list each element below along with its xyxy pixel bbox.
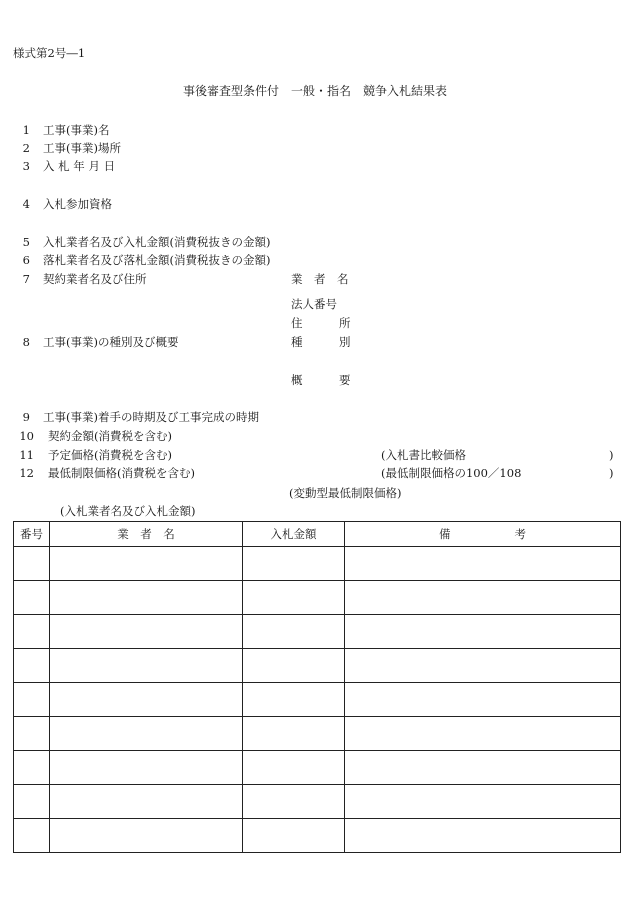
cell-amount	[243, 683, 345, 717]
item-label: 工事(事業)名	[43, 123, 110, 137]
item-number: 5	[22, 235, 30, 249]
item-label: 落札業者名及び落札金額(消費税抜きの金額)	[43, 253, 271, 267]
variable-min-note: (変動型最低制限価格)	[289, 486, 402, 500]
cell-number	[14, 683, 50, 717]
cell-number	[14, 581, 50, 615]
cell-remarks	[345, 819, 621, 853]
table-row	[14, 649, 621, 683]
cell-vendor	[50, 751, 243, 785]
cell-amount	[243, 785, 345, 819]
item-number: 6	[22, 253, 30, 267]
cell-vendor	[50, 547, 243, 581]
closing-paren: )	[609, 448, 614, 462]
cell-number	[14, 785, 50, 819]
form-number: 様式第2号―1	[13, 46, 86, 60]
table-body	[14, 547, 621, 853]
cell-remarks	[345, 683, 621, 717]
header-remarks: 備 考	[345, 522, 621, 547]
cell-vendor	[50, 717, 243, 751]
item-label: 工事(事業)着手の時期及び工事完成の時期	[43, 410, 259, 424]
cell-amount	[243, 581, 345, 615]
cell-remarks	[345, 649, 621, 683]
item-number: 3	[22, 159, 30, 173]
item-number: 11	[19, 448, 34, 462]
item-label: 契約金額(消費税を含む)	[48, 429, 172, 443]
cell-remarks	[345, 785, 621, 819]
min-limit-note: (最低制限価格の100／108	[381, 466, 522, 480]
page-title: 事後審査型条件付 一般・指名 競争入札結果表	[182, 84, 447, 98]
item-label: 工事(事業)場所	[43, 141, 121, 155]
table-row	[14, 751, 621, 785]
item-number: 8	[22, 335, 30, 349]
item-label: 工事(事業)の種別及び概要	[43, 335, 179, 349]
cell-vendor	[50, 683, 243, 717]
corp-number-label: 法人番号	[291, 297, 337, 311]
item-label: 入札参加資格	[43, 197, 112, 211]
cell-remarks	[345, 547, 621, 581]
cell-remarks	[345, 717, 621, 751]
cell-amount	[243, 649, 345, 683]
table-caption: (入札業者名及び入札金額)	[60, 504, 196, 518]
item-number: 10	[19, 429, 34, 443]
cell-number	[14, 615, 50, 649]
table-row	[14, 785, 621, 819]
bid-results-table	[13, 521, 621, 853]
cell-remarks	[345, 615, 621, 649]
table-row	[14, 581, 621, 615]
table-row	[14, 547, 621, 581]
item-label: 入 札 年 月 日	[43, 159, 116, 173]
table-row	[14, 819, 621, 853]
cell-vendor	[50, 785, 243, 819]
cell-amount	[243, 717, 345, 751]
bid-comparison-note: (入札書比較価格	[381, 448, 466, 462]
header-number: 番号	[14, 522, 50, 547]
item-label: 契約業者名及び住所	[43, 272, 147, 286]
cell-vendor	[50, 649, 243, 683]
table-row	[14, 615, 621, 649]
vendor-name-label: 業 者 名	[291, 272, 349, 286]
cell-vendor	[50, 615, 243, 649]
item-number: 4	[22, 197, 30, 211]
cell-remarks	[345, 581, 621, 615]
item-label: 最低制限価格(消費税を含む)	[48, 466, 195, 480]
closing-paren: )	[609, 466, 614, 480]
cell-number	[14, 649, 50, 683]
item-number: 7	[22, 272, 30, 286]
item-number: 1	[22, 123, 30, 137]
item-number: 2	[22, 141, 30, 155]
cell-number	[14, 717, 50, 751]
table-row	[14, 717, 621, 751]
cell-number	[14, 819, 50, 853]
cell-vendor	[50, 581, 243, 615]
cell-amount	[243, 751, 345, 785]
cell-number	[14, 751, 50, 785]
item-label: 予定価格(消費税を含む)	[48, 448, 172, 462]
table-header-row	[14, 522, 621, 547]
cell-remarks	[345, 751, 621, 785]
item-number: 9	[22, 410, 30, 424]
cell-vendor	[50, 819, 243, 853]
header-vendor: 業 者 名	[50, 522, 243, 547]
cell-amount	[243, 819, 345, 853]
cell-amount	[243, 615, 345, 649]
table-row	[14, 683, 621, 717]
item-number: 12	[19, 466, 34, 480]
header-amount: 入札金額	[243, 522, 345, 547]
cell-number	[14, 547, 50, 581]
item-label: 入札業者名及び入札金額(消費税抜きの金額)	[43, 235, 271, 249]
cell-amount	[243, 547, 345, 581]
